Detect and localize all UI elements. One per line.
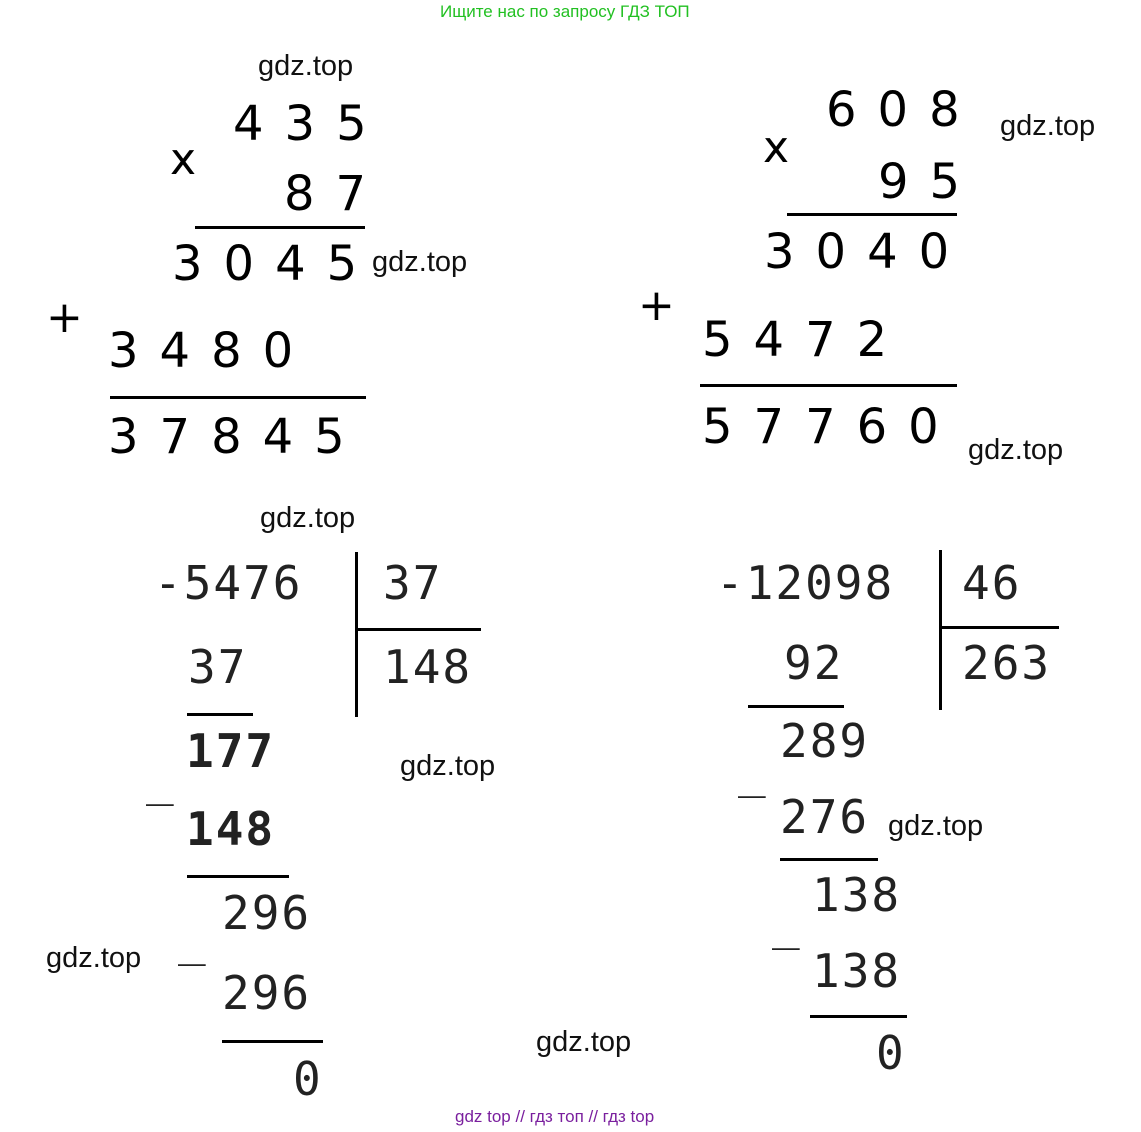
footer-links[interactable] bbox=[455, 1108, 654, 1125]
div2-quotient: 263 bbox=[962, 636, 1052, 690]
watermark: gdz.top bbox=[536, 1026, 632, 1058]
div2-step-2: 289 bbox=[780, 714, 870, 768]
watermark: gdz.top bbox=[968, 434, 1064, 466]
footer-text: gdz top // гдз топ // гдз top bbox=[455, 1107, 655, 1126]
div1-step-4: 296 bbox=[222, 886, 312, 940]
mult1-rule-1 bbox=[195, 226, 365, 229]
div1-step-1: 37 bbox=[188, 640, 248, 694]
div1-step-5: 296 bbox=[222, 966, 312, 1020]
mult2-partial-2: 5472 bbox=[702, 312, 909, 368]
mult2-multiplicand: 608 bbox=[826, 82, 981, 138]
div1-dividend: -5476 bbox=[154, 556, 303, 610]
mult1-partial-2: 3480 bbox=[108, 323, 315, 379]
div2-quotient-rule bbox=[939, 626, 1059, 629]
div1-step-2: 177 bbox=[186, 724, 276, 778]
mult1-result: 37845 bbox=[108, 409, 366, 465]
div1-rule-1 bbox=[187, 713, 253, 716]
div1-minus-1: _ bbox=[146, 752, 176, 806]
div2-rule-2 bbox=[780, 858, 878, 861]
mult2-times-sign: x bbox=[763, 122, 790, 173]
div2-divisor: 46 bbox=[962, 556, 1022, 610]
div1-quotient-rule bbox=[355, 628, 481, 631]
mult1-rule-2 bbox=[110, 396, 366, 399]
div1-minus-2: _ bbox=[178, 912, 208, 966]
header-banner[interactable] bbox=[440, 3, 690, 20]
div1-step-3: 148 bbox=[186, 802, 276, 856]
div2-dividend: -12098 bbox=[716, 556, 895, 610]
div1-rule-2 bbox=[187, 875, 289, 878]
div2-step-1: 92 bbox=[784, 636, 844, 690]
watermark: gdz.top bbox=[372, 246, 468, 278]
div1-quotient: 148 bbox=[383, 640, 473, 694]
watermark: gdz.top bbox=[260, 502, 356, 534]
mult2-rule-2 bbox=[700, 384, 957, 387]
mult2-result: 57760 bbox=[702, 399, 960, 455]
banner-text: Ищите нас по запросу ГДЗ ТОП bbox=[440, 2, 690, 21]
watermark: gdz.top bbox=[46, 942, 142, 974]
div2-minus-1: _ bbox=[738, 744, 768, 798]
div2-vertical-bar bbox=[939, 550, 942, 710]
div1-rule-3 bbox=[222, 1040, 323, 1043]
div1-divisor: 37 bbox=[383, 556, 443, 610]
div1-remainder: 0 bbox=[293, 1052, 323, 1106]
div2-step-3: 276 bbox=[780, 790, 870, 844]
div2-step-5: 138 bbox=[812, 944, 902, 998]
div1-vertical-bar bbox=[355, 552, 358, 717]
watermark: gdz.top bbox=[1000, 110, 1096, 142]
watermark: gdz.top bbox=[258, 50, 354, 82]
mult1-plus-sign: + bbox=[46, 292, 83, 343]
mult2-partial-1: 3040 bbox=[764, 224, 971, 280]
div2-rule-3 bbox=[810, 1015, 907, 1018]
div2-remainder: 0 bbox=[876, 1026, 906, 1080]
mult1-multiplicand: 435 bbox=[233, 96, 388, 152]
div2-step-4: 138 bbox=[812, 868, 902, 922]
div2-minus-2: _ bbox=[772, 896, 802, 950]
mult2-multiplier: 95 bbox=[878, 154, 982, 210]
mult2-rule-1 bbox=[787, 213, 957, 216]
mult1-partial-1: 3045 bbox=[172, 236, 379, 292]
mult1-times-sign: x bbox=[170, 134, 197, 185]
div2-rule-1 bbox=[748, 705, 844, 708]
mult1-multiplier: 87 bbox=[284, 166, 388, 222]
watermark: gdz.top bbox=[400, 750, 496, 782]
watermark: gdz.top bbox=[888, 810, 984, 842]
mult2-plus-sign: + bbox=[638, 280, 675, 331]
